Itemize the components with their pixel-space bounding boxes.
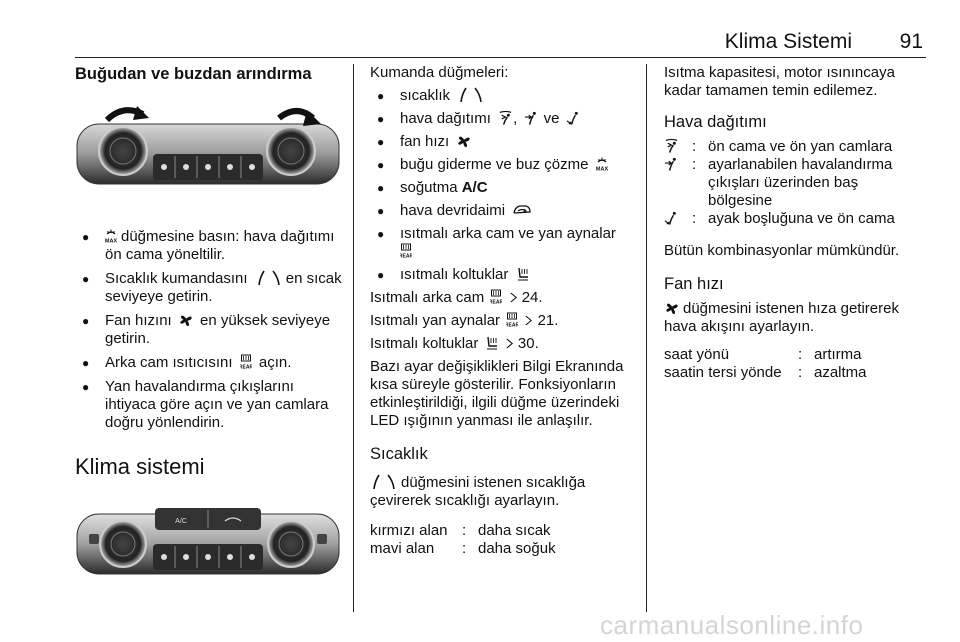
fan-icon	[456, 133, 472, 149]
table-cell: :	[798, 364, 803, 381]
column-divider-2	[646, 64, 647, 612]
column-1	[75, 64, 343, 580]
page-reference-icon	[524, 314, 533, 327]
control-recirculation: ● hava devridaimi	[370, 202, 638, 220]
control-fan-speed: ● fan hızı	[370, 133, 638, 151]
control-heated-rear-mirrors: ● ısıtmalı arka cam ve yan aynalar	[370, 225, 638, 261]
foot-airflow-icon	[566, 110, 581, 126]
fan-speed-heading: Fan hızı	[664, 275, 724, 293]
column-2	[370, 64, 638, 558]
fan-icon	[664, 300, 680, 316]
climate-panel-image-1	[75, 96, 341, 200]
fan-speed-table	[664, 346, 926, 382]
control-defrost: ● buğu giderme ve buz çözme	[370, 156, 638, 174]
heated-seat-icon	[516, 266, 530, 282]
ac-label: A/C	[461, 179, 488, 196]
rear-window-heater-icon	[506, 312, 518, 328]
table-cell: ayak boşluğuna ve ön cama	[708, 210, 895, 227]
column-divider-1	[353, 64, 354, 612]
table-cell: :	[462, 522, 467, 539]
control-heated-seats: ● ısıtmalı koltuklar	[370, 266, 638, 284]
section-heading-defrost: Buğudan ve buzdan arındırma	[75, 65, 312, 83]
fan-icon	[178, 312, 194, 328]
air-distribution-heading: Hava dağıtımı	[664, 113, 767, 131]
table-cell: saat yönü	[664, 346, 730, 363]
table-cell: artırma	[814, 346, 862, 363]
table-cell: ön cama ve ön yan camlara	[708, 138, 893, 155]
control-temperature: ● sıcaklık	[370, 87, 638, 105]
ref-side-mirrors: Isıtmalı yan aynalar 21.	[370, 312, 559, 329]
face-airflow-icon	[524, 110, 539, 126]
info-paragraph: Bazı ayar değişiklikleri Bilgi Ekranında kısa süreyle gösterilir. Fonksiyonların etkinleştirildiği, ilgili düğme üzerindeki LED ışığının yanması ile anlaşılır.	[370, 358, 624, 429]
controls-intro: Kumanda düğmeleri:	[370, 64, 509, 81]
table-cell: mavi alan	[370, 540, 435, 557]
watermark: carmanualsonline.info	[600, 610, 864, 640]
defrost-icon	[596, 156, 608, 172]
temperature-knob-icon	[370, 474, 398, 490]
temperature-knob-icon	[255, 270, 283, 286]
defrost-icon	[105, 228, 117, 244]
bullet-rear-heater: ● Arka cam ısıtıcısını açın.	[75, 354, 343, 372]
bullet-fan: ● Fan hızını en yüksek seviyeye getirin.	[75, 312, 343, 348]
rear-window-heater-icon	[490, 289, 502, 305]
table-cell: daha soğuk	[478, 540, 556, 557]
table-cell: :	[692, 210, 697, 227]
bullet-defrost: ● düğmesine basın: hava dağıtımı ön cama yöneltilir.	[75, 228, 343, 264]
section-title-climate: Klima sistemi	[75, 454, 205, 479]
table-cell: ayarlanabilen havalandırma çıkışları üzerinden baş bölgesine	[708, 156, 893, 209]
bullet-side-vents: ● Yan havalandırma çıkışlarını ihtiyaca göre açın ve yan camlara doğru yönlendirin.	[75, 378, 343, 432]
heated-seat-icon	[485, 335, 499, 351]
table-cell: azaltma	[814, 364, 867, 381]
table-cell: daha sıcak	[478, 522, 551, 539]
table-cell: :	[692, 138, 697, 155]
rear-window-heater-icon	[240, 354, 252, 370]
recirculation-icon	[512, 203, 532, 217]
table-cell: saatin tersi yönde	[664, 364, 782, 381]
temperature-table	[370, 522, 638, 558]
rear-window-heater-icon	[400, 243, 412, 259]
table-cell	[664, 156, 686, 210]
page-reference-icon	[509, 291, 518, 304]
ac-button-label: A/C	[175, 518, 187, 525]
table-cell	[664, 138, 686, 156]
column-3	[664, 64, 926, 382]
header-rule	[75, 57, 926, 58]
foot-airflow-icon	[664, 210, 679, 226]
temperature-heading: Sıcaklık	[370, 445, 428, 463]
windshield-airflow-icon	[664, 138, 679, 154]
table-cell: :	[462, 540, 467, 557]
bullet-temperature: ● Sıcaklık kumandasını en sıcak seviyeye getirin.	[75, 270, 343, 306]
temperature-knob-icon	[457, 87, 485, 103]
control-air-distribution: ● hava dağıtımı , ve	[370, 110, 638, 128]
page-number: 91	[899, 30, 923, 53]
windshield-airflow-icon	[498, 110, 513, 126]
table-cell	[664, 210, 686, 228]
heating-capacity-paragraph: Isıtma kapasitesi, motor ısınıncaya kadar tamamen temin edilemez.	[664, 64, 895, 99]
table-cell: kırmızı alan	[370, 522, 448, 539]
air-distribution-table	[664, 138, 926, 228]
combinations-note: Bütün kombinasyonlar mümkündür.	[664, 242, 900, 259]
ref-heated-seats: Isıtmalı koltuklar 30.	[370, 335, 539, 352]
face-airflow-icon	[664, 156, 679, 172]
table-cell: :	[692, 156, 697, 173]
fan-speed-paragraph: düğmesini istenen hıza getirerek hava akışını ayarlayın.	[664, 300, 899, 335]
temperature-paragraph: düğmesini istenen sıcaklığa çevirerek sıcaklığı ayarlayın.	[370, 474, 586, 509]
page-header-title: Klima Sistemi	[724, 30, 852, 53]
page-reference-icon	[505, 337, 514, 350]
ref-rear-window: Isıtmalı arka cam 24.	[370, 289, 543, 306]
control-cooling: ● soğutma A/C	[370, 179, 638, 197]
climate-panel-image-2	[75, 504, 341, 580]
table-cell: :	[798, 346, 803, 363]
